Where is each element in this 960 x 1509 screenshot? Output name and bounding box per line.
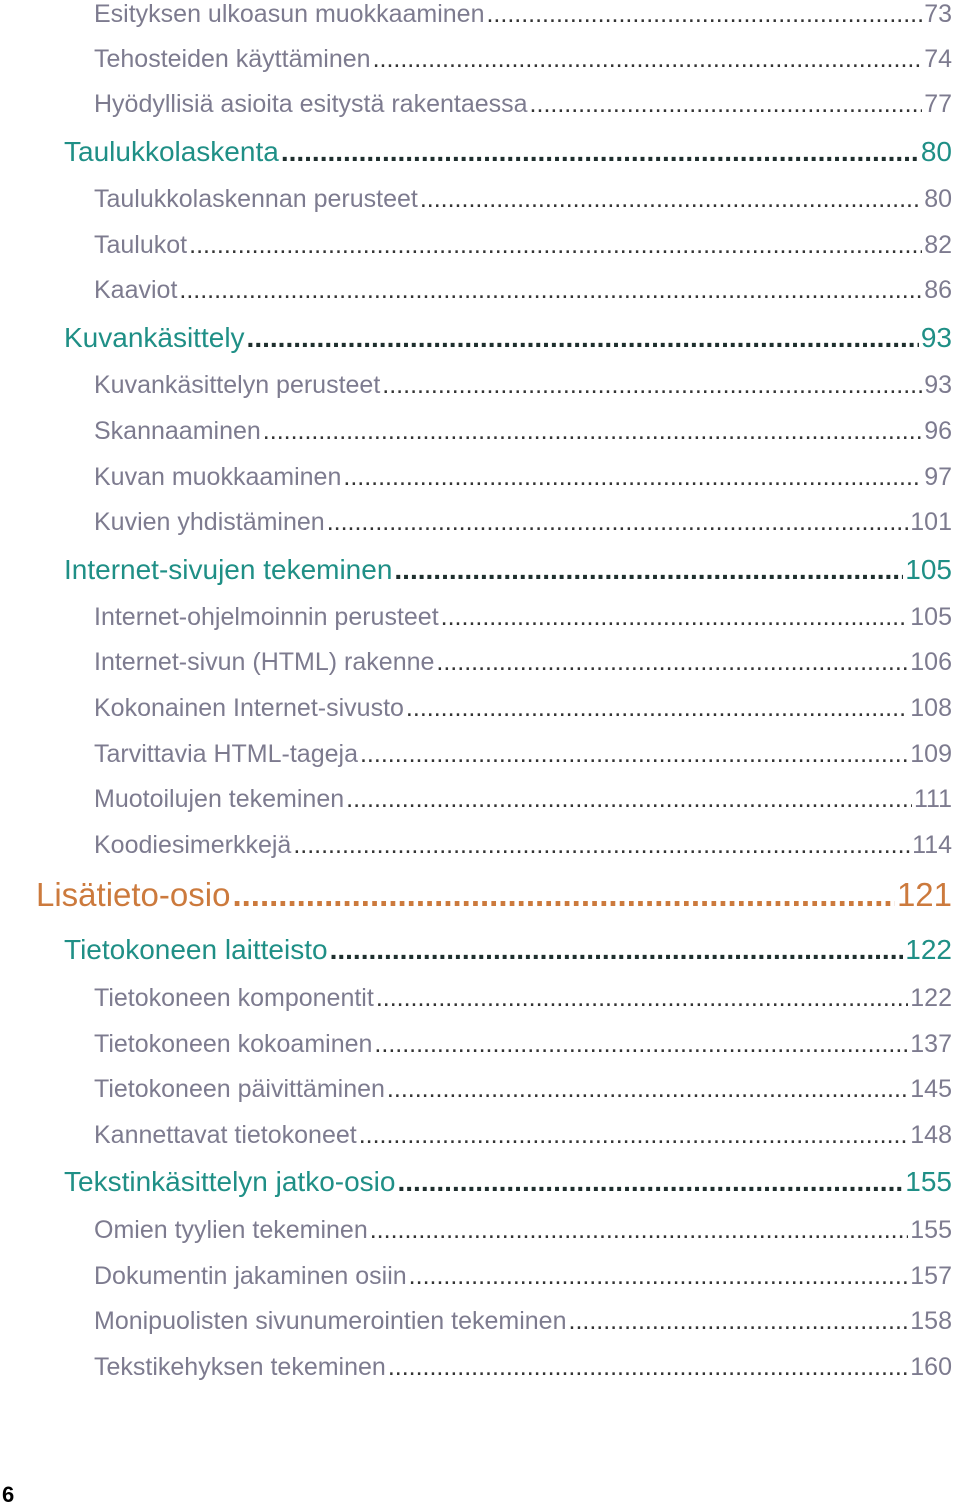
- dot-leader: [179, 279, 922, 305]
- dot-leader: [232, 879, 894, 914]
- toc-chapter: [64, 136, 952, 168]
- dot-leader: [420, 188, 922, 214]
- toc-chapter-title: Tietokoneen laitteisto: [64, 934, 328, 965]
- dot-leader: [388, 1356, 908, 1382]
- toc-entry-title: Tietokoneen kokoaminen: [94, 1030, 373, 1058]
- dot-leader: [360, 743, 908, 769]
- toc-entry: [94, 231, 952, 260]
- dot-leader: [373, 48, 923, 74]
- toc-entry-title: Tietokoneen komponentit: [94, 984, 374, 1012]
- dot-leader: [330, 937, 904, 966]
- toc-entry-title: Kannettavat tietokoneet: [94, 1121, 357, 1149]
- dot-leader: [406, 697, 908, 723]
- dot-leader: [397, 1169, 903, 1198]
- dot-leader: [409, 1265, 909, 1291]
- dot-leader: [387, 1078, 908, 1104]
- toc-entry-title: Dokumentin jakaminen osiin: [94, 1262, 407, 1290]
- dot-leader: [281, 139, 919, 168]
- toc-chapter-page: 105: [905, 554, 952, 585]
- toc-entry-title: Tietokoneen päivittäminen: [94, 1075, 385, 1103]
- toc-entry: [94, 648, 952, 677]
- toc-chapter-title: Kuvankäsittely: [64, 322, 245, 353]
- toc-entry: [94, 417, 952, 446]
- toc-entry-page: 158: [910, 1307, 952, 1335]
- toc-entry: [94, 90, 952, 119]
- toc-entry-title: Hyödyllisiä asioita esitystä rakentaessa: [94, 90, 528, 118]
- toc-entry: [94, 185, 952, 214]
- dot-leader: [189, 234, 922, 260]
- toc-entry-title: Esityksen ulkoasun muokkaaminen: [94, 0, 485, 28]
- toc-entry-page: 148: [910, 1121, 952, 1149]
- toc-entry: [94, 831, 952, 860]
- toc-entry-page: 86: [924, 276, 952, 304]
- toc-entry-page: 111: [913, 785, 952, 813]
- toc-chapter-page: 80: [920, 136, 952, 167]
- toc-entry-title: Tekstikehyksen tekeminen: [94, 1353, 386, 1381]
- toc-entry-page: 96: [924, 417, 952, 445]
- toc-entry: [94, 1216, 952, 1245]
- toc-entry: [94, 785, 952, 814]
- page-number: 6: [2, 1482, 15, 1507]
- toc-chapter-page: 122: [905, 934, 952, 965]
- toc-section-title: Lisätieto-osio: [36, 876, 231, 913]
- toc-entry: [94, 1307, 952, 1336]
- toc-chapter: [64, 934, 952, 966]
- toc-entry: [94, 1075, 952, 1104]
- dot-leader: [436, 651, 908, 677]
- toc-entry-title: Internet-ohjelmoinnin perusteet: [94, 603, 439, 631]
- dot-leader: [293, 834, 910, 860]
- toc-entry-title: Kuvankäsittelyn perusteet: [94, 371, 381, 399]
- toc-entry-page: 108: [910, 694, 952, 722]
- toc-entry: [94, 508, 952, 537]
- dot-leader: [359, 1124, 909, 1150]
- toc-entry-title: Taulukot: [94, 231, 188, 259]
- toc-entry-page: 73: [924, 0, 952, 28]
- toc-entry: [94, 1262, 952, 1291]
- toc-entry-page: 106: [910, 648, 952, 676]
- toc-entry-page: 155: [910, 1216, 952, 1244]
- toc-entry: [94, 1121, 952, 1150]
- toc-entry-page: 122: [910, 984, 952, 1012]
- toc-section-page: 121: [896, 876, 952, 913]
- dot-leader: [486, 3, 922, 29]
- toc-chapter: [64, 554, 952, 586]
- dot-leader: [441, 606, 909, 632]
- dot-leader: [376, 987, 908, 1013]
- toc-entry-title: Koodiesimerkkejä: [94, 831, 292, 859]
- toc-entry-page: 160: [910, 1353, 952, 1381]
- toc-entry-page: 74: [924, 45, 952, 73]
- toc-entry: [94, 740, 952, 769]
- toc-entry: [94, 0, 952, 29]
- toc-entry-page: 157: [910, 1262, 952, 1290]
- toc-entry: [94, 371, 952, 400]
- toc-entry: [94, 1353, 952, 1382]
- dot-leader: [247, 325, 919, 354]
- toc-entry-title: Kuvan muokkaaminen: [94, 463, 342, 491]
- toc-entry-title: Omien tyylien tekeminen: [94, 1216, 368, 1244]
- dot-leader: [382, 374, 922, 400]
- toc-chapter-title: Taulukkolaskenta: [64, 136, 279, 167]
- toc-chapter-page: 155: [905, 1166, 952, 1197]
- toc-entry-page: 137: [910, 1030, 952, 1058]
- toc-entry: [94, 45, 952, 74]
- toc-entry: [94, 984, 952, 1013]
- dot-leader: [530, 93, 923, 119]
- toc-entry: [94, 1030, 952, 1059]
- toc-entry: [94, 603, 952, 632]
- toc-section: [36, 876, 952, 914]
- toc-chapter-title: Internet-sivujen tekeminen: [64, 554, 393, 585]
- toc-entry-title: Skannaaminen: [94, 417, 261, 445]
- toc-entry-page: 109: [910, 740, 952, 768]
- toc-entry-title: Monipuolisten sivunumerointien tekeminen: [94, 1307, 567, 1335]
- toc-chapter-title: Tekstinkäsittelyn jatko-osio: [64, 1166, 396, 1197]
- dot-leader: [370, 1219, 909, 1245]
- dot-leader: [374, 1033, 908, 1059]
- toc-entry-page: 82: [924, 231, 952, 259]
- toc-entry-title: Taulukkolaskennan perusteet: [94, 185, 418, 213]
- dot-leader: [327, 511, 909, 537]
- toc-chapter: [64, 1166, 952, 1198]
- dot-leader: [343, 466, 922, 492]
- toc-entry-page: 114: [912, 831, 952, 859]
- dot-leader: [263, 420, 922, 446]
- toc-entry-page: 101: [910, 508, 952, 536]
- toc-entry-title: Muotoilujen tekeminen: [94, 785, 345, 813]
- toc-entry-title: Internet-sivun (HTML) rakenne: [94, 648, 435, 676]
- dot-leader: [569, 1310, 909, 1336]
- toc-chapter-page: 93: [920, 322, 952, 353]
- toc-entry-title: Kaaviot: [94, 276, 178, 304]
- dot-leader: [394, 557, 903, 586]
- toc-entry-title: Tarvittavia HTML-tageja: [94, 740, 358, 768]
- toc-entry: [94, 694, 952, 723]
- toc-entry-page: 105: [910, 603, 952, 631]
- toc-chapter: [64, 322, 952, 354]
- toc-entry-title: Kuvien yhdistäminen: [94, 508, 325, 536]
- toc-entry-page: 77: [924, 90, 952, 118]
- toc-entry: [94, 276, 952, 305]
- dot-leader: [346, 788, 912, 814]
- toc-entry-title: Kokonainen Internet-sivusto: [94, 694, 404, 722]
- toc-entry-page: 97: [924, 463, 952, 491]
- toc-entry-title: Tehosteiden käyttäminen: [94, 45, 371, 73]
- toc-entry-page: 93: [924, 371, 952, 399]
- toc-entry: [94, 463, 952, 492]
- toc-entry-page: 80: [924, 185, 952, 213]
- toc-entry-page: 145: [910, 1075, 952, 1103]
